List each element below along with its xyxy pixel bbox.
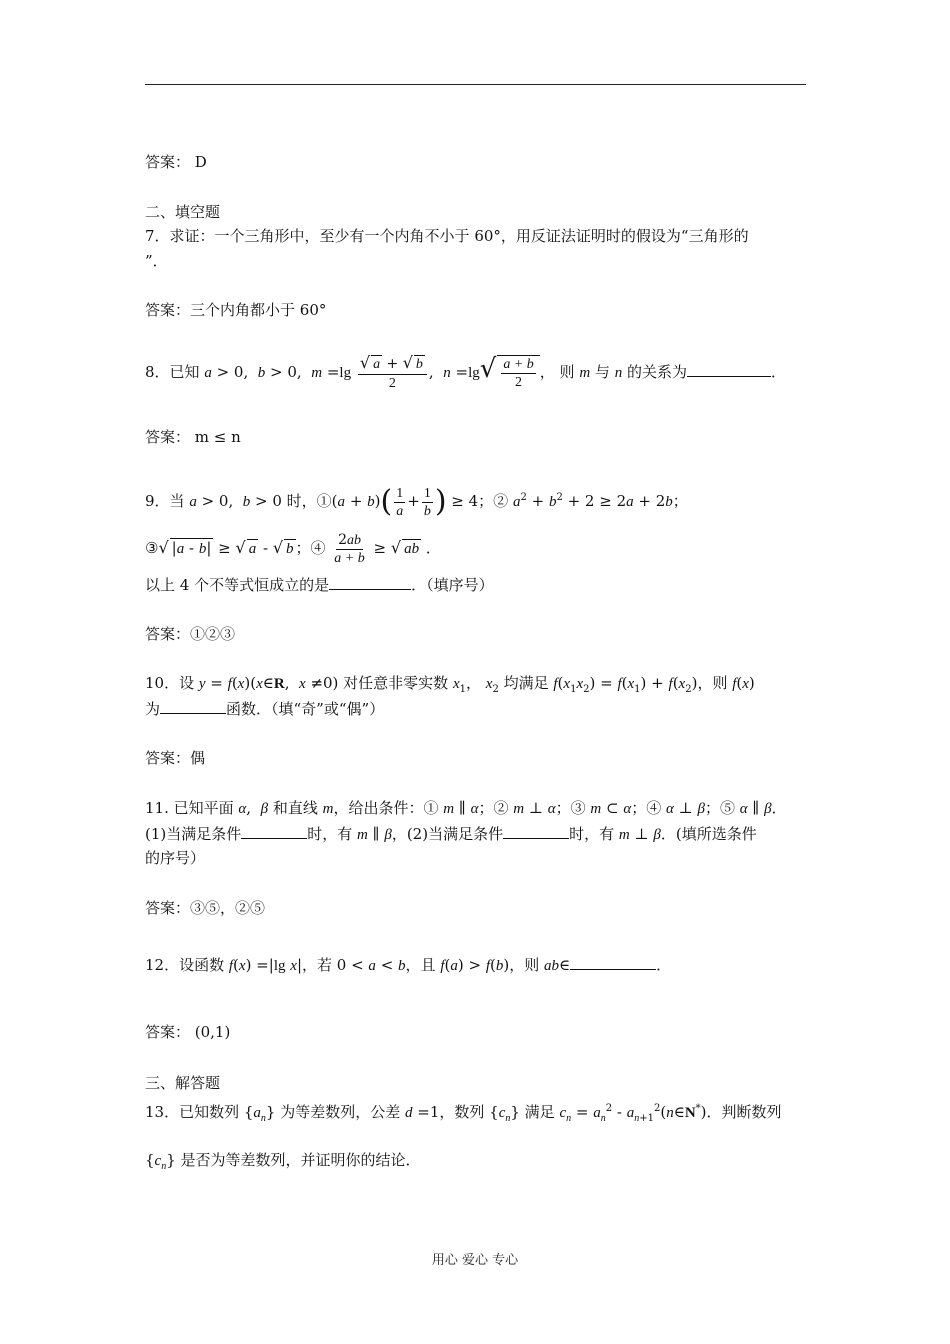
header-rule <box>145 84 806 85</box>
question-7-line2: ”． <box>145 252 168 270</box>
q9-blank[interactable] <box>329 575 411 590</box>
question-11-line1: 11. 已知平面 α, β 和直线 m，给出条件：① m ∥ α；② m ⊥ α；③ m ⊂ α；④ α ⊥ β；⑤ α ∥ β． <box>145 799 787 817</box>
answer-q8: 答案： m ≤ n <box>145 428 241 446</box>
q10-pre-text: 为 <box>145 700 161 718</box>
question-7-line1: 7．求证：一个三角形中，至少有一个内角不小于 60°，用反证法证明时的假设为“三角形的 <box>145 227 749 245</box>
answer-q9: 答案：①②③ <box>145 625 236 643</box>
question-13-line2: $\{c_n\}$ 是否为等差数列，并证明你的结论． <box>145 1151 421 1172</box>
question-8: 8．已知 a > 0, b > 0, m =lg $\frac{√ a + √ b}{2}$ , n =lg√ $\frac{a + b}{2}$ ， 则 m 与 n 的关系为 ． <box>145 353 786 391</box>
question-13-line1: 13．已知数列 $\{a_n\}$ 为等差数列，公差 d =1，数列 $\{c_n\}$ 满足 $c_n = a_n^2$ - $a_{n+1}^2(n\in N^*)$．判断数列 <box>145 1103 782 1124</box>
page-footer: 用心 爱心 专心 <box>431 1253 519 1268</box>
question-12: 12．设函数 f(x) =|lg x|，若 0 < a < b，且 f(a) > f(b)，则 ab∈ ． <box>145 956 672 974</box>
question-9-line1: 9．当 a > 0, b > 0 时，①(a + b)( $\frac{1}{a}$ + $\frac{1}{b}$ ) ≥ 4；② $a^2 + b^2 + 2 \ge 2a + 2b$； <box>145 484 688 519</box>
q9-tail-text: 以上 4 个不等式恒成立的是 <box>145 576 330 594</box>
question-10-line1: 10．设 y = f(x)(x∈R, x ≠0) 对任意非零实数 $x_1$， $x_2$ 均满足 $f(x_1x_2) = f(x_1) + f(x_2)$，则 f(x) <box>145 674 755 695</box>
q10-blank[interactable] <box>160 699 226 714</box>
answer-q11: 答案：③⑤，②⑤ <box>145 899 266 917</box>
question-9-line2: ③√ |a - b| ≥ √ a - √ b ；④ $\frac{2ab}{a + b}$ ≥ √ ab ． <box>145 531 441 566</box>
question-9-line3 <box>145 575 494 595</box>
q9-end-text: ．（填序号） <box>411 576 494 594</box>
question-10-line2 <box>145 699 384 719</box>
question-11-line3: 的序号） <box>145 849 206 867</box>
q10-post-text: 函数．（填“奇”或“偶”） <box>226 700 385 718</box>
section-fill-blank: 二、填空题 <box>145 203 221 221</box>
answer-q6: 答案： D <box>145 153 207 171</box>
q13-line2-text: 是否为等差数列，并证明你的结论． <box>180 1151 421 1169</box>
question-11-line2: (1)当满足条件 时，有 m ∥ β，(2)当满足条件 时，有 m ⊥ β．(填所选条件 <box>145 825 757 843</box>
answer-q7: 答案：三个内角都小于 60° <box>145 301 327 319</box>
answer-q12: 答案： (0,1) <box>145 1023 231 1041</box>
answer-q10: 答案：偶 <box>145 749 206 767</box>
section-solve: 三、解答题 <box>145 1074 221 1092</box>
